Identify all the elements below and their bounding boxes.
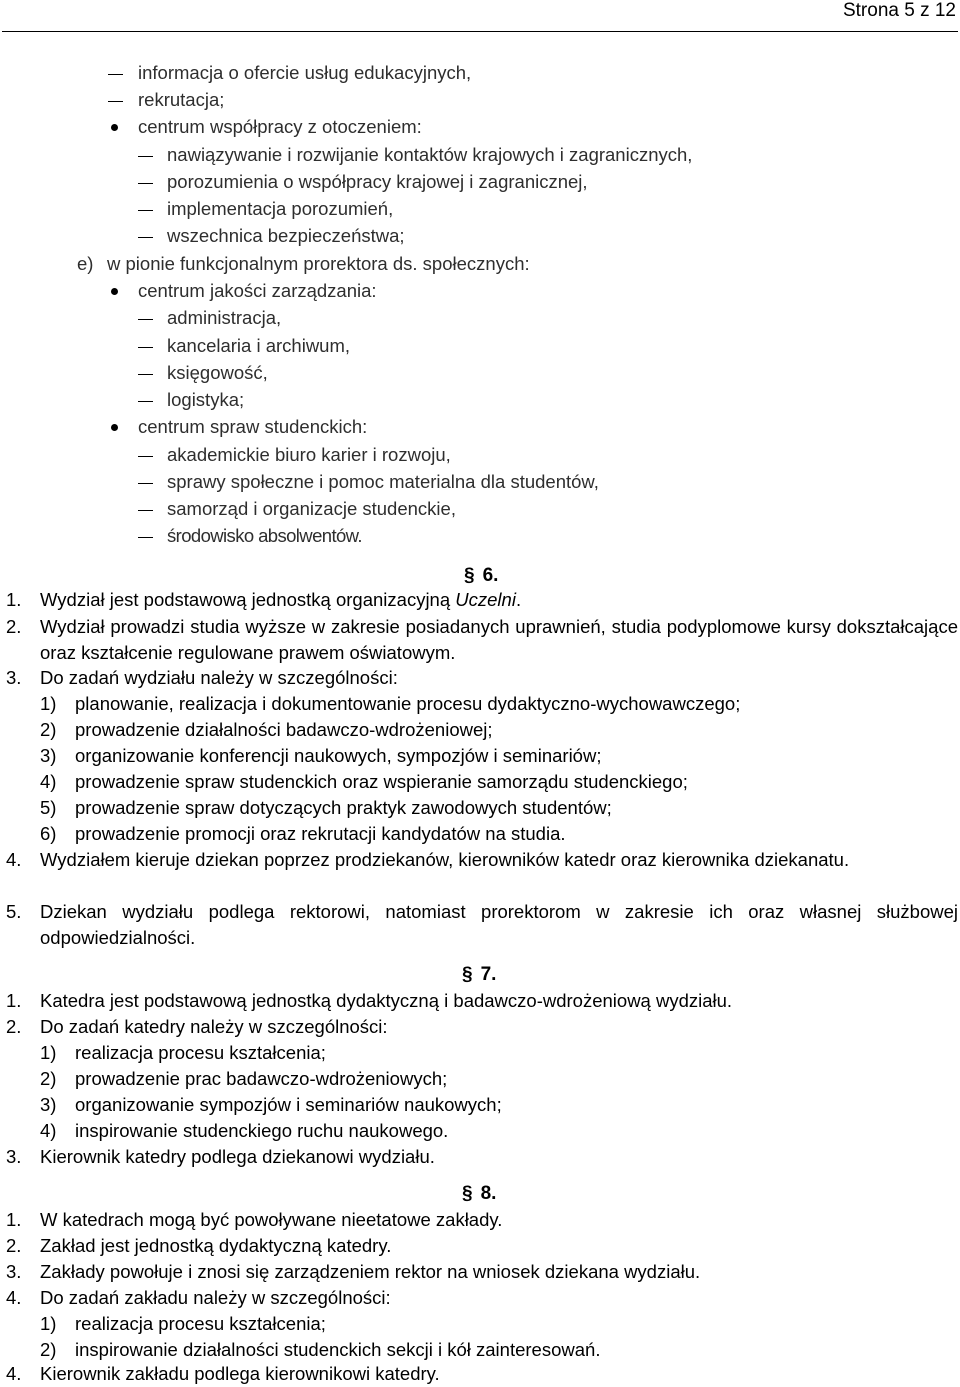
sub-item-text: prowadzenie spraw studenckich oraz wspieranie samorządu studenckiego;	[75, 771, 688, 792]
sub-item-number: 2)	[40, 1339, 57, 1360]
sub-item-number: 1)	[40, 1313, 57, 1334]
item-number: 5.	[6, 901, 22, 922]
dash-marker	[138, 237, 153, 238]
item-number: 3.	[6, 667, 22, 688]
item-text: Katedra jest podstawową jednostką dydaktyczną i badawczo-wdrożeniową wydziału.	[40, 990, 733, 1011]
sub-item-number: 2)	[40, 1068, 57, 1089]
list-item-text: informacja o ofercie usług edukacyjnych,	[138, 62, 472, 83]
list-item-text: centrum współpracy z otoczeniem:	[138, 116, 422, 137]
sub-item-number: 6)	[40, 823, 57, 844]
list-item-text: centrum jakości zarządzania:	[138, 280, 377, 301]
sub-item-text: inspirowanie studenckiego ruchu naukowego.	[75, 1120, 449, 1141]
item-text: Do zadań zakładu należy w szczególności:	[40, 1287, 391, 1308]
list-item-text: porozumienia o współpracy krajowej i zagranicznej,	[167, 171, 588, 192]
dash-marker	[138, 537, 153, 538]
dash-marker	[138, 401, 153, 402]
item-number: 2.	[6, 1016, 22, 1037]
list-item-text: akademickie biuro karier i rozwoju,	[167, 444, 451, 465]
item-number: 4.	[6, 1287, 22, 1308]
item-text: Zakład jest jednostką dydaktyczną katedry.	[40, 1235, 392, 1256]
item-number: 1.	[6, 589, 22, 610]
item-number: 1.	[6, 1209, 22, 1230]
dash-marker	[138, 510, 153, 511]
item-text: W katedrach mogą być powoływane nieetatowe zakłady.	[40, 1209, 503, 1230]
sub-item-text: prowadzenie prac badawczo-wdrożeniowych;	[75, 1068, 448, 1089]
item-text: Wydziałem kieruje dziekan poprzez prodziekanów, kierowników katedr oraz kierownika dziekanatu.	[40, 849, 850, 870]
dash-marker	[138, 374, 153, 375]
item-number: 1.	[6, 990, 22, 1011]
list-item-text: wszechnica bezpieczeństwa;	[167, 225, 405, 246]
sub-item-number: 3)	[40, 745, 57, 766]
sub-item-number: 4)	[40, 1120, 57, 1141]
dash-marker	[108, 74, 123, 75]
page-number: Strona 5 z 12	[842, 0, 956, 21]
item-text: Zakłady powołuje i znosi się zarządzeniem rektor na wniosek dziekana wydziału.	[40, 1261, 701, 1282]
sub-item-text: organizowanie konferencji naukowych, sympozjów i seminariów;	[75, 745, 602, 766]
list-item-text: sprawy społeczne i pomoc materialna dla studentów,	[167, 471, 599, 492]
sub-item-text: inspirowanie działalności studenckich sekcji i kół zainteresowań.	[75, 1339, 601, 1360]
dash-marker	[138, 483, 153, 484]
sub-item-text: realizacja procesu kształcenia;	[75, 1042, 326, 1063]
list-item-text: centrum spraw studenckich:	[138, 416, 368, 437]
item-number: 4.	[6, 1363, 22, 1384]
sub-item-text: prowadzenie działalności badawczo-wdrożeniowej;	[75, 719, 493, 740]
sub-item-text: organizowanie sympozjów i seminariów naukowych;	[75, 1094, 502, 1115]
item-text: Kierownik zakładu podlega kierownikowi katedry.	[40, 1363, 440, 1384]
list-item-text: nawiązywanie i rozwijanie kontaktów krajowych i zagranicznych,	[167, 144, 693, 165]
header-rule	[2, 31, 958, 32]
item-text: Do zadań katedry należy w szczególności:	[40, 1016, 388, 1037]
sub-item-number: 4)	[40, 771, 57, 792]
dash-marker	[138, 156, 153, 157]
item-text: Kierownik katedry podlega dziekanowi wydziału.	[40, 1146, 435, 1167]
section-heading: § 7.	[462, 964, 497, 985]
list-item-text: rekrutacja;	[138, 89, 225, 110]
list-item-text: samorząd i organizacje studenckie,	[167, 498, 456, 519]
sub-item-text: realizacja procesu kształcenia;	[75, 1313, 326, 1334]
sub-item-text: prowadzenie spraw dotyczących praktyk zawodowych studentów;	[75, 797, 612, 818]
sub-item-number: 3)	[40, 1094, 57, 1115]
list-item-text: księgowość,	[167, 362, 268, 383]
sub-item-text: prowadzenie promocji oraz rekrutacji kandydatów na studia.	[75, 823, 566, 844]
dash-marker	[138, 210, 153, 211]
item-number: 2.	[6, 616, 22, 637]
list-item-text: logistyka;	[167, 389, 245, 410]
list-item-text: w pionie funkcjonalnym prorektora ds. społecznych:	[107, 253, 530, 274]
list-item-text: implementacja porozumień,	[167, 198, 394, 219]
item-number: 4.	[6, 849, 22, 870]
sub-item-text: planowanie, realizacja i dokumentowanie procesu dydaktyczno-wychowawczego;	[75, 693, 741, 714]
bullet-marker	[111, 424, 118, 431]
dash-marker	[108, 101, 123, 102]
dash-marker	[138, 456, 153, 457]
section-heading: § 8.	[462, 1183, 497, 1204]
dash-marker	[138, 347, 153, 348]
sub-item-number: 1)	[40, 693, 57, 714]
page-header	[0, 0, 960, 30]
item-text: Wydział jest podstawową jednostką organizacyjną Uczelni.	[40, 589, 522, 610]
dash-marker	[138, 319, 153, 320]
sub-item-number: 5)	[40, 797, 57, 818]
sub-item-number: 1)	[40, 1042, 57, 1063]
letter-marker: e)	[77, 253, 94, 274]
item-number: 3.	[6, 1261, 22, 1282]
bullet-marker	[111, 124, 118, 131]
list-item-text: kancelaria i archiwum,	[167, 335, 351, 356]
item-text: Wydział prowadzi studia wyższe w zakresie posiadanych uprawnień, studia podyplomowe kursy dokształcające oraz kształcenie regulowane prawem oświatowym.	[40, 616, 958, 663]
sub-item-number: 2)	[40, 719, 57, 740]
section-heading: § 6.	[464, 565, 499, 586]
list-item-text: administracja,	[167, 307, 282, 328]
item-number: 3.	[6, 1146, 22, 1167]
bullet-marker	[111, 288, 118, 295]
dash-marker	[138, 183, 153, 184]
item-number: 2.	[6, 1235, 22, 1256]
item-text: Do zadań wydziału należy w szczególności:	[40, 667, 398, 688]
item-text: Dziekan wydziału podlega rektorowi, natomiast prorektorom w zakresie ich oraz własnej służbowej odpowiedzialności.	[40, 901, 958, 948]
list-item-text: środowisko absolwentów.	[167, 525, 362, 546]
